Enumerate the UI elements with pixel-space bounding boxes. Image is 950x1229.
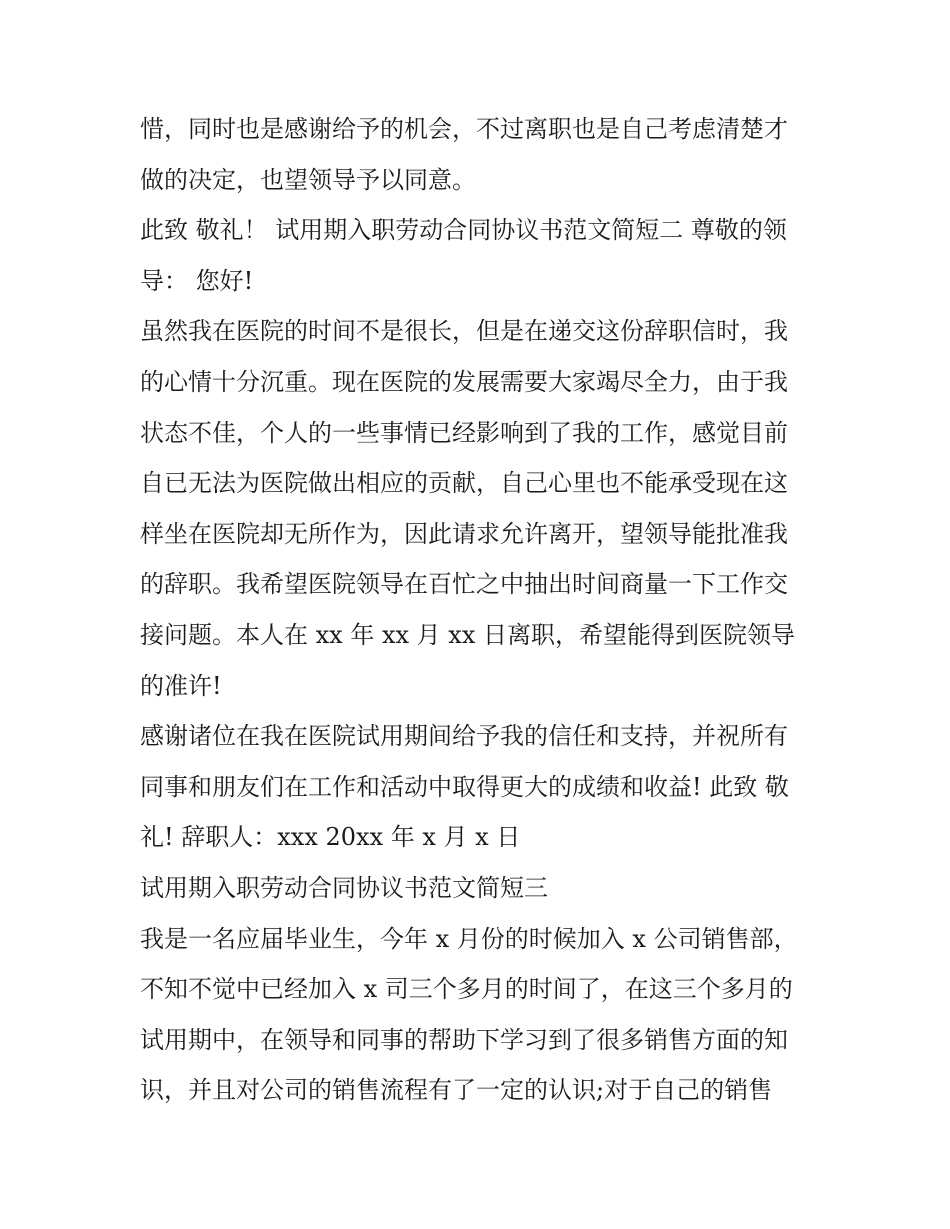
text-line: 虽然我在医院的时间不是很长，但是在递交这份辞职信时，我 [140, 317, 788, 346]
text-line: 样坐在医院却无所作为，因此请求允许离开，望领导能批准我 [140, 519, 788, 548]
text-line: 做的决定，也望领导予以同意。 [140, 165, 476, 194]
text-line: 不知不觉中已经加入 x 司三个多月的时间了，在这三个多月的 [140, 975, 793, 1004]
text-line: 礼! 辞职人：xxx 20xx 年 x 月 x 日 [140, 823, 521, 852]
text-line: 状态不佳，个人的一些事情已经影响到了我的工作，感觉目前 [140, 418, 788, 447]
text-line: 导： 您好! [140, 266, 254, 295]
text-line: 我是一名应届毕业生，今年 x 月份的时候加入 x 公司销售部， [140, 924, 798, 953]
text-line: 同事和朋友们在工作和活动中取得更大的成绩和收益! 此致 敬 [140, 772, 789, 801]
text-line: 接问题。本人在 xx 年 xx 月 xx 日离职，希望能得到医院领导 [140, 620, 795, 649]
text-line: 的心情十分沉重。现在医院的发展需要大家竭尽全力，由于我 [140, 367, 788, 396]
text-line: 感谢诸位在我在医院试用期间给予我的信任和支持，并祝所有 [140, 722, 788, 751]
text-line: 此致 敬礼！ 试用期入职劳动合同协议书范文简短二 尊敬的领 [140, 216, 787, 245]
text-line: 识，并且对公司的销售流程有了一定的认识;对于自己的销售 [140, 1076, 773, 1105]
text-line: 试用期中，在领导和同事的帮助下学习到了很多销售方面的知 [140, 1025, 788, 1054]
section-heading: 试用期入职劳动合同协议书范文简短三 [140, 873, 548, 902]
document-body [140, 104, 820, 1116]
text-line: 的辞职。我希望医院领导在百忙之中抽出时间商量一下工作交 [140, 570, 788, 599]
text-line: 的准许! [140, 671, 222, 700]
text-line: 自已无法为医院做出相应的贡献，自己心里也不能承受现在这 [140, 469, 788, 498]
text-line: 惜，同时也是感谢给予的机会，不过离职也是自己考虑清楚才 [140, 115, 788, 143]
